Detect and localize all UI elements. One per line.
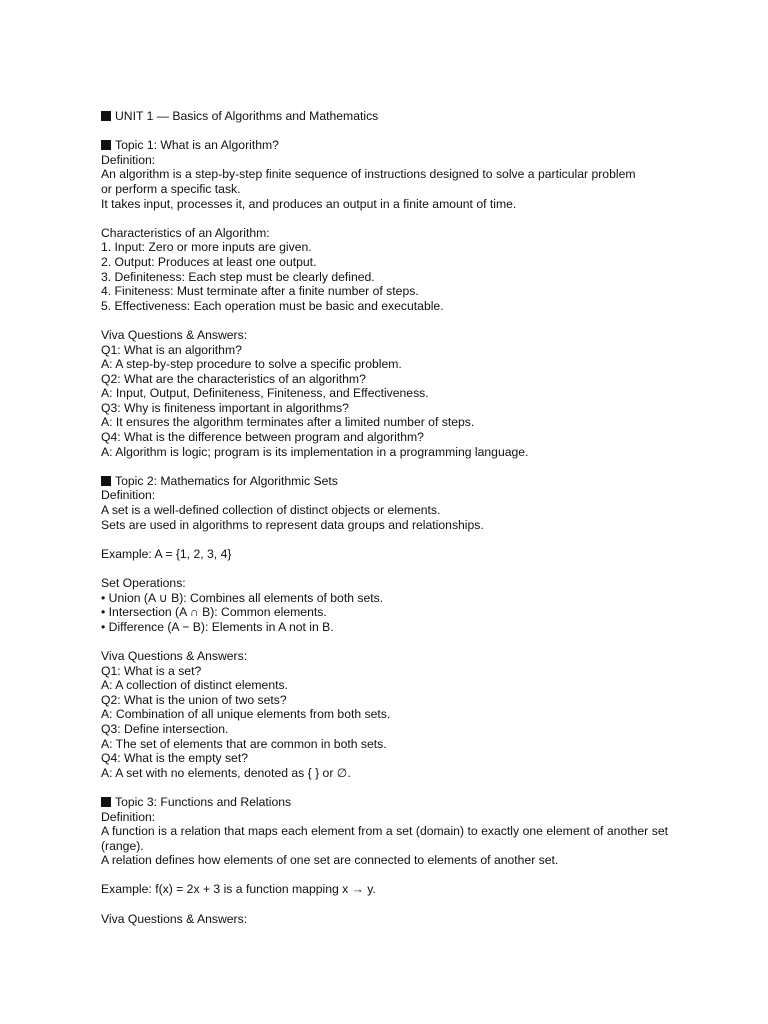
viva-question: Q3: Define intersection.	[101, 721, 229, 736]
viva-question: Q4: What is the empty set?	[101, 751, 248, 766]
topic-1-title: Topic 1: What is an Algorithm?	[115, 138, 279, 153]
viva-answer: A: Combination of all unique elements from both sets.	[101, 707, 391, 722]
viva-answer: A: Input, Output, Definiteness, Finiteness, and Effectiveness.	[101, 386, 429, 401]
set-example: Example: A = {1, 2, 3, 4}	[101, 546, 232, 561]
viva-question: Q2: What are the characteristics of an algorithm?	[101, 371, 366, 386]
topic-2-heading	[101, 474, 668, 489]
topic-3-title: Topic 3: Functions and Relations	[115, 794, 292, 809]
square-bullet-icon	[101, 797, 111, 807]
list-item: • Union (A ∪ B): Combines all elements of both sets.	[101, 590, 384, 605]
definition-line: or perform a specific task.	[101, 181, 241, 196]
definition-label: Definition:	[101, 809, 156, 824]
definition-line: Sets are used in algorithms to represent data groups and relationships.	[101, 517, 484, 532]
topic-2-title: Topic 2: Mathematics for Algorithmic Sets	[115, 473, 338, 488]
topic-1-heading	[101, 138, 668, 153]
viva-question: Q3: Why is finiteness important in algorithms?	[101, 400, 349, 415]
list-item: 5. Effectiveness: Each operation must be basic and executable.	[101, 298, 444, 313]
viva-answer: A: Algorithm is logic; program is its implementation in a programming language.	[101, 444, 529, 459]
list-item: 1. Input: Zero or more inputs are given.	[101, 240, 312, 255]
characteristics-list	[101, 240, 668, 313]
viva-answer: A: A set with no elements, denoted as { } or ∅.	[101, 765, 351, 780]
viva-heading: Viva Questions & Answers:	[101, 648, 248, 663]
list-item: • Difference (A − B): Elements in A not in B.	[101, 619, 334, 634]
definition-line: A set is a well-defined collection of distinct objects or elements.	[101, 503, 441, 518]
definition-line: An algorithm is a step-by-step finite sequence of instructions designed to solve a particular problem	[101, 167, 636, 182]
set-operations-heading: Set Operations:	[101, 576, 186, 590]
topic-3-heading	[101, 795, 668, 810]
characteristics-heading: Characteristics of an Algorithm:	[101, 225, 270, 240]
viva-heading: Viva Questions & Answers:	[101, 911, 248, 926]
viva-question: Q4: What is the difference between program and algorithm?	[101, 430, 424, 445]
viva-question: Q1: What is an algorithm?	[101, 342, 242, 357]
viva-answer: A: A step-by-step procedure to solve a specific problem.	[101, 357, 402, 372]
viva-heading: Viva Questions & Answers:	[101, 327, 248, 342]
unit-heading	[101, 109, 668, 124]
list-item: • Intersection (A ∩ B): Common elements.	[101, 605, 327, 620]
list-item: 4. Finiteness: Must terminate after a finite number of steps.	[101, 284, 419, 299]
set-operations-list	[101, 591, 668, 635]
square-bullet-icon	[101, 476, 111, 486]
list-item: 3. Definiteness: Each step must be clearly defined.	[101, 269, 375, 284]
viva-answer: A: It ensures the algorithm terminates after a limited number of steps.	[101, 415, 475, 430]
square-bullet-icon	[101, 140, 111, 150]
definition-label: Definition:	[101, 488, 156, 503]
function-definition: A function is a relation that maps each element from a set (domain) to exactly one element of another set (range).	[101, 824, 668, 853]
definition-label: Definition:	[101, 152, 156, 167]
viva-answer: A: A collection of distinct elements.	[101, 678, 288, 693]
viva-question: Q1: What is a set?	[101, 663, 202, 678]
viva-question: Q2: What is the union of two sets?	[101, 692, 287, 707]
list-item: 2. Output: Produces at least one output.	[101, 254, 317, 269]
relation-definition: A relation defines how elements of one set are connected to elements of another set.	[101, 853, 559, 868]
viva-answer: A: The set of elements that are common in both sets.	[101, 736, 387, 751]
definition-line: It takes input, processes it, and produces an output in a finite amount of time.	[101, 196, 517, 211]
function-example: Example: f(x) = 2x + 3 is a function mapping x → y.	[101, 882, 376, 897]
unit-title: UNIT 1 — Basics of Algorithms and Mathematics	[115, 109, 379, 123]
square-bullet-icon	[101, 111, 111, 121]
